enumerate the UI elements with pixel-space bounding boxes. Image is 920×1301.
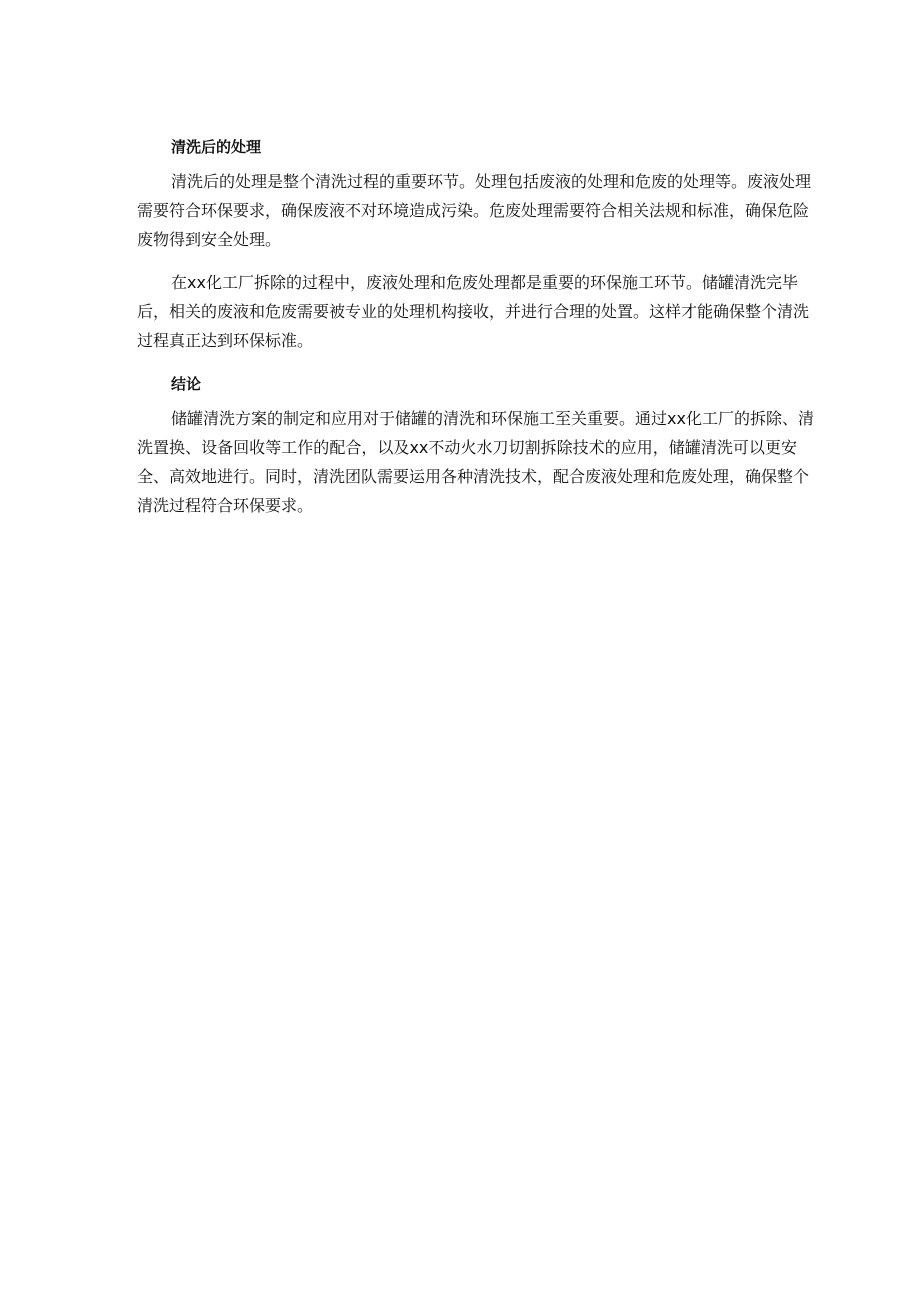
paragraph-line: 储罐清洗方案的制定和应用对于储罐的清洗和环保施工至关重要。通过xx化工厂的拆除、清	[171, 409, 814, 428]
paragraph-line: 后，相关的废液和危废需要被专业的处理机构接收，并进行合理的处置。这样才能确保整个清洗	[137, 302, 810, 321]
paragraph-line: 全、高效地进行。同时，清洗团队需要运用各种清洗技术，配合废液处理和危废处理，确保整个	[137, 467, 810, 486]
paragraph-line: 在xx化工厂拆除的过程中，废液处理和危废处理都是重要的环保施工环节。储罐清洗完毕	[171, 273, 798, 292]
paragraph-line: 清洗过程符合环保要求。	[137, 496, 314, 515]
paragraph-line: 清洗后的处理是整个清洗过程的重要环节。处理包括废液的处理和危废的处理等。废液处理	[171, 172, 812, 191]
paragraph-line: 过程真正达到环保标准。	[137, 331, 314, 350]
section-heading-conclusion: 结论	[171, 375, 202, 393]
paragraph-line: 洗置换、设备回收等工作的配合，以及xx不动火水刀切割拆除技术的应用，储罐清洗可以更安	[137, 438, 797, 457]
paragraph-post-cleaning-overview	[137, 169, 812, 256]
paragraph-conclusion	[137, 406, 814, 522]
paragraph-line: 废物得到安全处理。	[137, 230, 282, 249]
paragraph-waste-handling	[137, 270, 810, 357]
document-page	[137, 126, 814, 536]
section-heading-post-cleaning: 清洗后的处理	[171, 138, 262, 156]
paragraph-line: 需要符合环保要求，确保废液不对环境造成污染。危废处理需要符合相关法规和标准，确保危险	[137, 201, 810, 220]
